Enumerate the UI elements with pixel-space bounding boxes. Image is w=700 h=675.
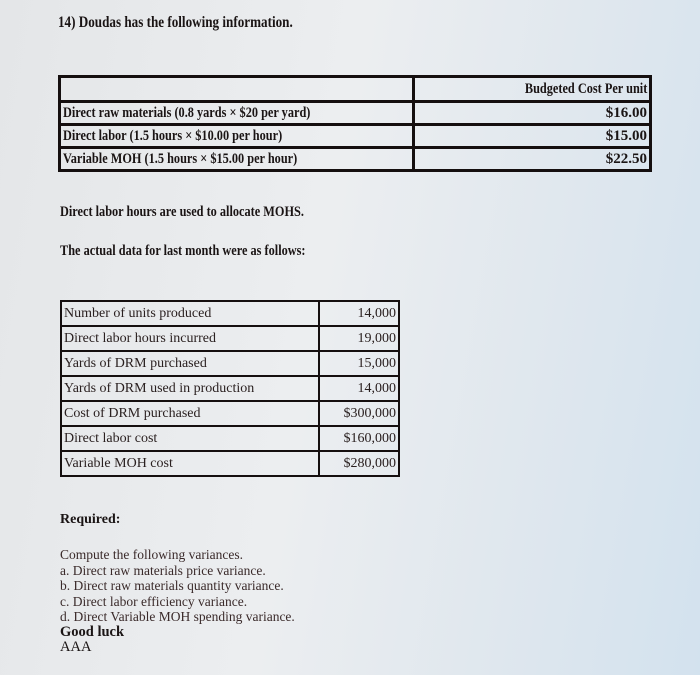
table-row: [60, 148, 651, 171]
table-row: [60, 125, 651, 148]
row-value: $280,000: [319, 451, 399, 476]
table-row: [61, 426, 399, 451]
row-value: $16.00: [414, 102, 651, 125]
row-label: Yards of DRM used in production: [61, 376, 319, 401]
row-label: Number of units produced: [61, 301, 319, 326]
required-item: b. Direct raw materials quantity variance.: [60, 578, 284, 593]
allocation-note: Direct labor hours are used to allocate MOHS.: [60, 204, 304, 220]
problem-title: 14) Doudas has the following information.: [58, 14, 293, 31]
row-label: Direct labor (1.5 hours × $10.00 per hour): [60, 125, 414, 148]
table-row: [61, 451, 399, 476]
table-row: [61, 376, 399, 401]
required-heading: Required:: [60, 512, 121, 527]
row-value: $15.00: [414, 125, 651, 148]
required-item: c. Direct labor efficiency variance.: [60, 593, 248, 609]
actual-data-table: [60, 300, 400, 477]
row-value: $160,000: [319, 426, 399, 451]
row-value: 14,000: [319, 376, 399, 401]
row-value: 14,000: [319, 301, 399, 326]
row-value: 19,000: [319, 326, 399, 351]
table-row: [61, 401, 399, 426]
row-label: Direct raw materials (0.8 yards × $20 per yard): [60, 102, 414, 125]
actual-data-intro: The actual data for last month were as follows:: [60, 243, 306, 259]
row-label: Direct labor hours incurred: [61, 326, 319, 351]
row-label: Direct labor cost: [61, 426, 319, 451]
row-label: Cost of DRM purchased: [61, 401, 319, 426]
required-list: [60, 547, 295, 656]
table-header-row: [60, 77, 651, 102]
row-label: Variable MOH (1.5 hours × $15.00 per hour): [60, 148, 414, 171]
required-item: a. Direct raw materials price variance.: [60, 562, 266, 578]
empty-header-cell: [60, 77, 414, 102]
row-value: $22.50: [414, 148, 651, 171]
required-item: d. Direct Variable MOH spending variance.: [60, 609, 295, 624]
row-value: $300,000: [319, 401, 399, 426]
table-row: [61, 326, 399, 351]
table-row: [60, 102, 651, 125]
header-budgeted-cost: Budgeted Cost Per unit: [414, 77, 651, 102]
row-value: 15,000: [319, 351, 399, 376]
row-label: Variable MOH cost: [61, 451, 319, 476]
table-row: [61, 301, 399, 326]
signature: AAA: [60, 639, 92, 655]
budget-table: [58, 75, 652, 172]
required-intro: Compute the following variances.: [60, 547, 243, 562]
table-row: [61, 351, 399, 376]
row-label: Yards of DRM purchased: [61, 351, 319, 376]
closing-text: Good luck: [60, 623, 125, 640]
